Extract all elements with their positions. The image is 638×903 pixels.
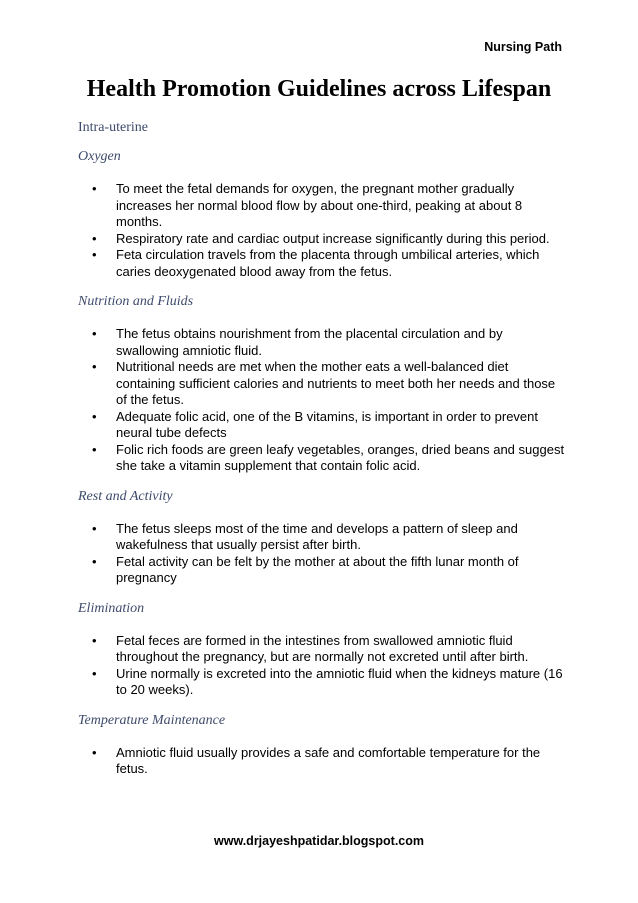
bullet-list-temperature: [78, 745, 568, 778]
list-item: • Urine normally is excreted into the amniotic fluid when the kidneys mature (16 to 20 weeks).: [78, 666, 568, 699]
subsection-heading-oxygen: Oxygen: [78, 149, 121, 164]
list-item: • Respiratory rate and cardiac output increase significantly during this period.: [78, 231, 568, 248]
subsection-heading-nutrition: Nutrition and Fluids: [78, 294, 194, 309]
section-heading-intra-uterine: Intra-uterine: [78, 120, 148, 135]
list-item: • Amniotic fluid usually provides a safe and comfortable temperature for the fetus.: [78, 745, 568, 778]
list-item: • Folic rich foods are green leafy vegetables, oranges, dried beans and suggest she take a vitamin supplement that contain folic acid.: [78, 442, 568, 475]
subsection-heading-temperature: Temperature Maintenance: [78, 712, 226, 728]
list-item: • Nutritional needs are met when the mother eats a well-balanced diet containing sufficient calories and nutrients to meet both her needs and those of the fetus.: [78, 359, 568, 409]
subsection-heading-elimination: Elimination: [78, 600, 145, 616]
bullet-list-nutrition: [78, 326, 568, 475]
list-item: • The fetus sleeps most of the time and develops a pattern of sleep and wakefulness that usually persist after birth.: [78, 521, 568, 554]
document-body: [78, 120, 568, 778]
list-item: • Adequate folic acid, one of the B vitamins, is important in order to prevent neural tube defects: [78, 409, 568, 442]
list-item: • Fetal feces are formed in the intestines from swallowed amniotic fluid throughout the pregnancy, but are normally not excreted until after birth.: [78, 633, 568, 666]
bullet-list-rest-activity: [78, 521, 568, 587]
header-site-name: Nursing Path: [484, 40, 562, 54]
bullet-list-oxygen: [78, 181, 568, 280]
list-item: • Feta circulation travels from the placenta through umbilical arteries, which caries deoxygenated blood away from the fetus.: [78, 247, 568, 280]
bullet-list-elimination: [78, 633, 568, 699]
list-item: • The fetus obtains nourishment from the placental circulation and by swallowing amniotic fluid.: [78, 326, 568, 359]
footer-website-link[interactable]: www.drjayeshpatidar.blogspot.com: [214, 834, 424, 848]
subsection-heading-rest-activity: Rest and Activity: [78, 488, 173, 504]
page-title: Health Promotion Guidelines across Lifespan: [86, 76, 552, 102]
list-item: • Fetal activity can be felt by the mother at about the fifth lunar month of pregnancy: [78, 554, 568, 587]
list-item: • To meet the fetal demands for oxygen, the pregnant mother gradually increases her normal blood flow by about one-third, peaking at about 8 months.: [78, 181, 568, 231]
